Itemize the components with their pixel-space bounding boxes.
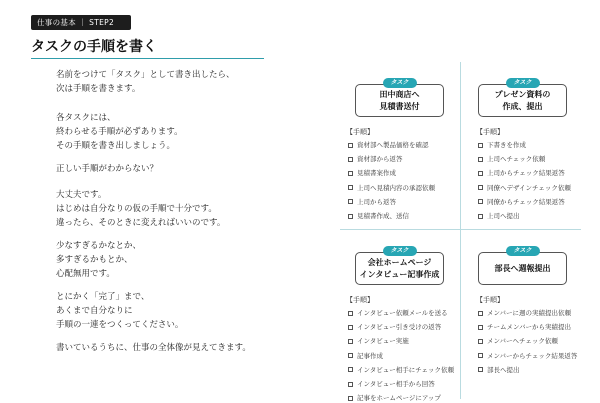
step-label: 同僚からチェック結果返答 xyxy=(487,197,565,206)
step-item xyxy=(478,155,545,164)
step-item xyxy=(348,309,448,318)
step-item xyxy=(478,309,571,318)
vertical-divider xyxy=(460,62,461,399)
task-tag: タスク xyxy=(382,246,416,256)
step-item xyxy=(348,380,435,389)
page-title: タスクの手順を書く xyxy=(31,39,157,55)
step-label: 部長へ提出 xyxy=(487,365,520,374)
step-item xyxy=(478,212,520,221)
body-line: 多すぎるかもとか、 xyxy=(56,255,133,265)
body-paragraph xyxy=(56,188,225,230)
task-title-line: 部長へ週報提出 xyxy=(494,263,551,273)
checkbox-icon xyxy=(348,325,353,330)
checkbox-icon xyxy=(478,171,483,176)
step-badge: 仕事の基本 ｜ STEP2 xyxy=(31,15,131,30)
body-line: 終わらせる手順が必ずあります。 xyxy=(56,127,183,137)
step-item xyxy=(478,337,558,346)
step-label: 上司からチェック結果返答 xyxy=(487,169,565,178)
body-line: 各タスクには、 xyxy=(56,113,116,123)
body-paragraph xyxy=(56,68,235,96)
step-item xyxy=(348,198,396,207)
checkbox-icon xyxy=(348,382,353,387)
step-item xyxy=(478,352,577,361)
task-card xyxy=(355,79,444,117)
body-paragraph xyxy=(56,162,158,176)
body-paragraph xyxy=(56,341,251,355)
task-tag: タスク xyxy=(505,78,539,88)
step-label: 上司へ見積内容の承認依頼 xyxy=(357,183,435,192)
body-line: 違ったら、そのときに変えればいいのです。 xyxy=(56,218,226,228)
task-title-line: 会社ホームページ xyxy=(367,257,432,267)
step-label: メンバーへチェック依頼 xyxy=(487,337,558,346)
task-card xyxy=(355,247,444,285)
checkbox-icon xyxy=(348,311,353,316)
step-item xyxy=(348,155,403,164)
body-paragraph xyxy=(56,111,183,153)
checkbox-icon xyxy=(348,214,353,219)
step-label: インタビュー依頼メールを送る xyxy=(357,309,448,317)
task-card xyxy=(478,247,567,285)
body-line: 書いているうちに、仕事の全体像が見えてきます。 xyxy=(56,343,251,353)
task-title-line: インタビュー記事作成 xyxy=(359,269,440,279)
body-line: 次は手順を書きます。 xyxy=(56,84,141,94)
checkbox-icon xyxy=(348,353,353,358)
checkbox-icon xyxy=(348,396,353,401)
step-label: メンバーからチェック結果返答 xyxy=(487,351,578,360)
task-tag: タスク xyxy=(505,246,539,256)
body-line: 少なすぎるかなとか、 xyxy=(56,241,142,251)
step-item xyxy=(478,198,565,207)
checkbox-icon xyxy=(478,185,483,190)
steps-header: 【手順】 xyxy=(346,128,374,136)
step-item xyxy=(348,394,441,403)
step-label: チームメンバーから実績提出 xyxy=(487,323,572,332)
body-line: 大丈夫です。 xyxy=(56,190,107,200)
step-item xyxy=(348,169,396,178)
checkbox-icon xyxy=(478,353,483,358)
checkbox-icon xyxy=(478,325,483,330)
step-item xyxy=(348,366,454,375)
step-item xyxy=(478,323,571,332)
body-line: 名前をつけて「タスク」として書き出したら、 xyxy=(56,70,235,80)
checkbox-icon xyxy=(348,171,353,176)
steps-header: 【手順】 xyxy=(476,296,504,304)
checkbox-icon xyxy=(348,185,353,190)
task-title-line: 見積書送付 xyxy=(379,101,420,111)
checkbox-icon xyxy=(478,339,483,344)
body-paragraph xyxy=(56,239,141,281)
step-label: 見積書作成、送信 xyxy=(357,212,409,220)
task-title-line: プレゼン資料の xyxy=(494,89,551,99)
checkbox-icon xyxy=(478,367,483,372)
steps-header: 【手順】 xyxy=(476,128,504,136)
step-item xyxy=(478,366,520,375)
checkbox-icon xyxy=(478,311,483,316)
body-line: その手順を書き出しましょう。 xyxy=(56,141,176,151)
step-label: インタビュー引き受けの返答 xyxy=(357,323,442,332)
checkbox-icon xyxy=(348,199,353,204)
title-underline xyxy=(31,58,264,59)
step-label: 記事をホームページにアップ xyxy=(357,394,441,403)
step-label: 上司へチェック依頼 xyxy=(487,155,546,164)
step-item xyxy=(348,352,383,361)
step-item xyxy=(348,337,409,346)
body-paragraph xyxy=(56,290,183,332)
checkbox-icon xyxy=(348,143,353,148)
body-line: 手順の一連をつくってください。 xyxy=(56,320,184,330)
checkbox-icon xyxy=(348,339,353,344)
step-item xyxy=(348,212,409,221)
body-line: あくまで自分なりに xyxy=(56,306,133,316)
step-label: インタビュー相手から回答 xyxy=(357,380,435,388)
checkbox-icon xyxy=(478,157,483,162)
step-item xyxy=(348,184,435,193)
step-label: インタビュー相手にチェック依頼 xyxy=(357,365,455,374)
step-label: 記事作成 xyxy=(357,351,383,360)
task-title-line: 作成、提出 xyxy=(502,101,543,111)
body-line: 正しい手順がわからない？ xyxy=(56,164,159,174)
checkbox-icon xyxy=(478,199,483,204)
step-label: 資材部から返答 xyxy=(357,155,403,164)
horizontal-divider xyxy=(340,229,581,230)
steps-header: 【手順】 xyxy=(346,296,374,304)
task-card xyxy=(478,79,567,117)
checkbox-icon xyxy=(348,367,353,372)
step-label: インタビュー実施 xyxy=(357,337,409,346)
task-tag: タスク xyxy=(382,78,416,88)
body-line: 心配無用です。 xyxy=(56,269,115,279)
step-label: 見積書案作成 xyxy=(357,169,396,178)
step-item xyxy=(478,141,526,150)
step-item xyxy=(348,141,429,150)
checkbox-icon xyxy=(478,143,483,148)
body-line: とにかく「完了」まで、 xyxy=(56,292,150,302)
step-label: 上司へ提出 xyxy=(487,212,520,220)
checkbox-icon xyxy=(348,157,353,162)
step-label: 上司から返答 xyxy=(357,197,396,206)
step-item xyxy=(478,184,571,193)
step-label: 同僚へデザインチェック依頼 xyxy=(487,183,571,192)
checkbox-icon xyxy=(478,214,483,219)
step-label: 資材部へ製品価格を確認 xyxy=(357,141,429,149)
task-title-line: 田中商店へ xyxy=(379,89,420,99)
step-item xyxy=(348,323,441,332)
step-item xyxy=(478,169,565,178)
body-line: はじめは自分なりの仮の手順で十分です。 xyxy=(56,204,217,214)
step-label: メンバーに週の実績提出依頼 xyxy=(487,309,572,317)
step-label: 下書きを作成 xyxy=(487,141,526,149)
